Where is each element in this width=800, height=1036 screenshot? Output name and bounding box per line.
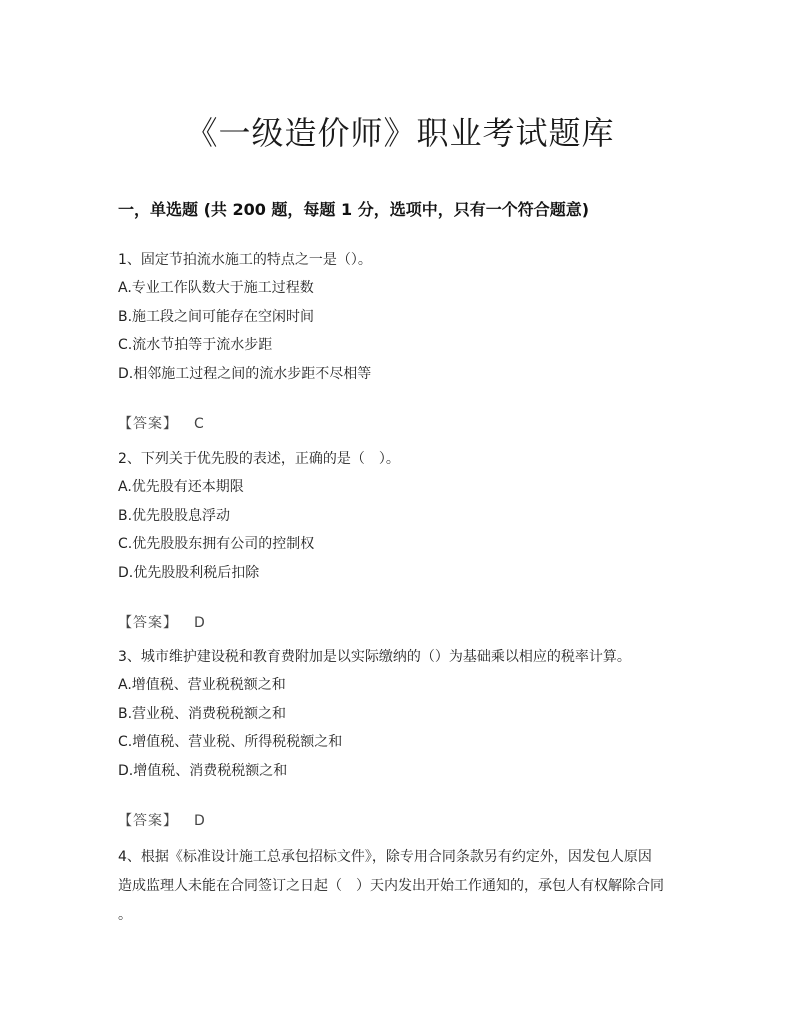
- answer-label: 【答案】: [118, 615, 178, 631]
- question-stem-line: 。: [118, 907, 132, 923]
- answer-label: 【答案】: [118, 416, 178, 432]
- question-stem-line: 造成监理人未能在合同签订之日起（ ）天内发出开始工作通知的，承包人有权解除合同: [118, 878, 664, 894]
- option-a: A.专业工作队数大于施工过程数: [118, 280, 314, 296]
- question-stem: 1、固定节拍流水施工的特点之一是（）。: [118, 252, 372, 268]
- answer-row: [118, 810, 698, 830]
- option-b: B.施工段之间可能存在空闲时间: [118, 308, 315, 325]
- question-4: [118, 843, 698, 930]
- question-stem: 2、下列关于优先股的表述，正确的是（ ）。: [118, 451, 400, 467]
- option-a: A.优先股有还本期限: [118, 479, 244, 495]
- option-c: C.优先股股东拥有公司的控制权: [118, 536, 315, 552]
- question-1: [118, 246, 698, 433]
- answer-value: D: [194, 813, 205, 829]
- question-3: [118, 643, 698, 830]
- option-b: B.优先股股息浮动: [118, 507, 231, 524]
- option-c: C.增值税、营业税、所得税税额之和: [118, 734, 343, 750]
- option-c: C.流水节拍等于流水步距: [118, 337, 273, 353]
- section-heading: 一，单选题 (共 200 题，每题 1 分，选项中，只有一个符合题意): [118, 200, 590, 219]
- question-2: [118, 445, 698, 632]
- option-b: B.营业税、消费税税额之和: [118, 705, 287, 722]
- answer-row: [118, 612, 698, 632]
- document-title: 《一级造价师》职业考试题库: [185, 114, 615, 152]
- answer-value: D: [194, 615, 205, 631]
- answer-value: C: [194, 416, 204, 432]
- option-d: D.相邻施工过程之间的流水步距不尽相等: [118, 365, 372, 382]
- answer-row: [118, 413, 698, 433]
- option-d: D.增值税、消费税税额之和: [118, 762, 288, 779]
- answer-label: 【答案】: [118, 813, 178, 829]
- option-a: A.增值税、营业税税额之和: [118, 677, 286, 693]
- question-stem-line: 4、根据《标准设计施工总承包招标文件》，除专用合同条款另有约定外，因发包人原因: [118, 849, 652, 865]
- option-d: D.优先股股利税后扣除: [118, 564, 260, 581]
- question-stem: 3、城市维护建设税和教育费附加是以实际缴纳的（）为基础乘以相应的税率计算。: [118, 649, 631, 665]
